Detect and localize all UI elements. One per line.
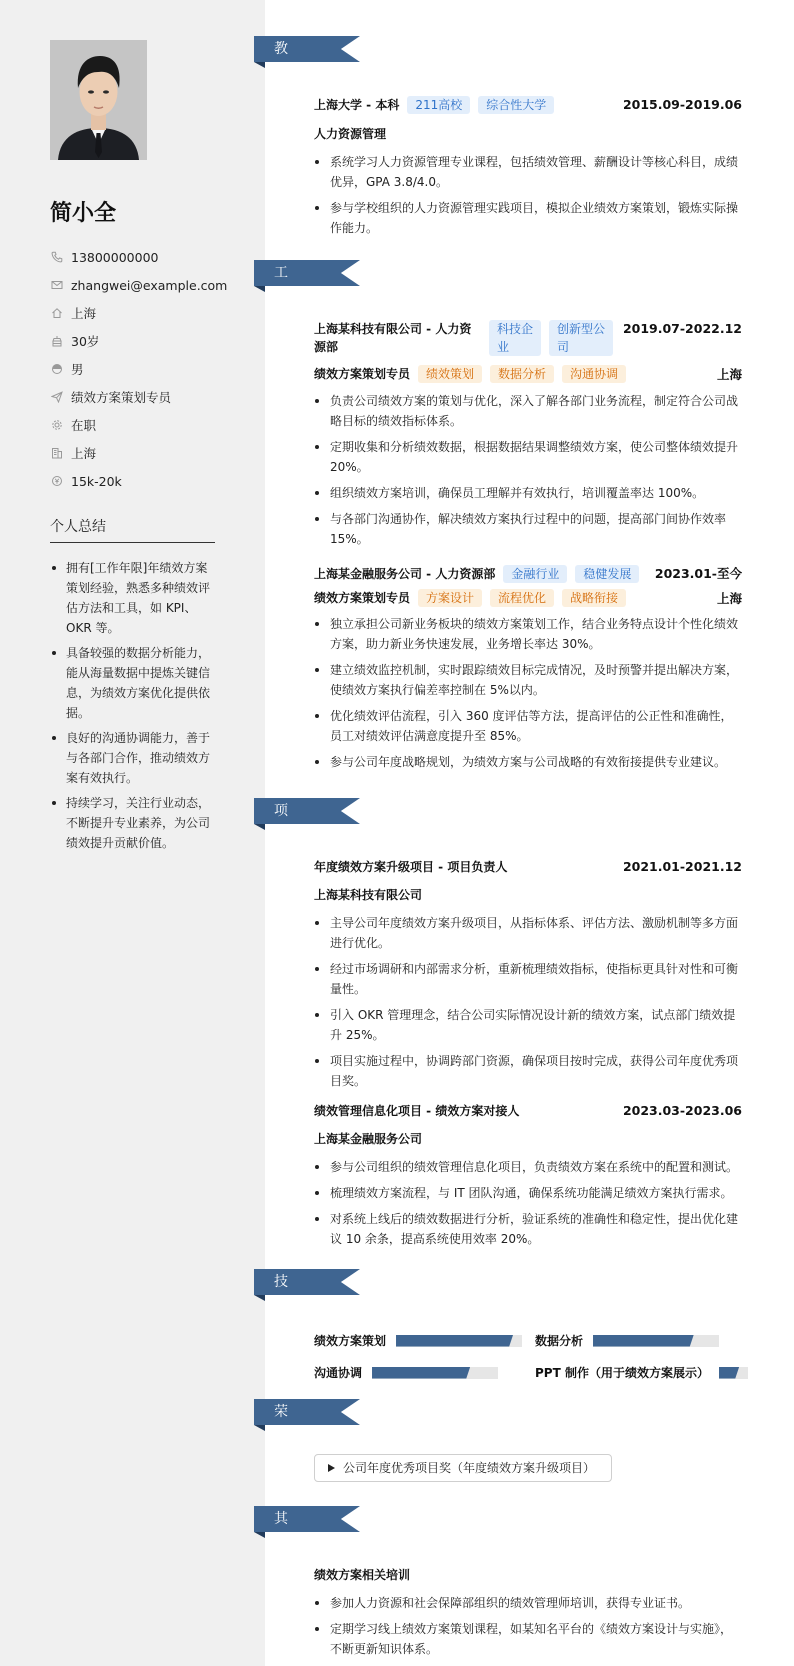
skill-item xyxy=(314,1332,522,1349)
salary-text: 15k-20k xyxy=(71,473,122,489)
skill-item xyxy=(535,1364,748,1381)
list-item: 对系统上线后的绩效数据进行分析，验证系统的准确性和稳定性，提出优化建议 10 余条，提高系统使用效率 20%。 xyxy=(314,1209,742,1249)
section-title: 技能专长 xyxy=(274,1274,288,1368)
section-title: 教育经历 xyxy=(274,41,288,135)
education-bullets xyxy=(314,152,742,238)
position-text: 绩效方案策划专员 xyxy=(71,390,172,405)
role-tag: 战略衔接 xyxy=(562,589,626,607)
list-item: 定期收集和分析绩效数据，根据数据结果调整绩效方案，使公司整体绩效提升 20%。 xyxy=(314,437,742,477)
list-item: 优化绩效评估流程，引入 360 度评估等方法，提高评估的公正性和准确性，员工对绩效评估满意度提升至 85%。 xyxy=(314,706,742,746)
school-tag: 综合性大学 xyxy=(478,96,554,114)
skill-bar xyxy=(396,1335,522,1347)
skill-fill xyxy=(719,1367,739,1379)
info-age xyxy=(50,327,250,355)
list-item: 建立绩效监控机制，实时跟踪绩效目标完成情况，及时预警并提出解决方案，使绩效方案执行偏差率控制在 5%以内。 xyxy=(314,660,742,700)
project-entry xyxy=(314,1102,742,1255)
profile-photo xyxy=(50,40,147,160)
skill-fill xyxy=(593,1335,694,1347)
list-item: 系统学习人力资源管理专业课程，包括绩效管理、薪酬设计等核心科目，成绩优异，GPA 3.8/4.0。 xyxy=(314,152,742,192)
info-target-city xyxy=(50,439,250,467)
work-date: 2023.01-至今 xyxy=(654,566,742,581)
school-name: 上海大学 - 本科 xyxy=(314,98,400,112)
list-item: 主导公司年度绩效方案升级项目，从指标体系、评估方法、激励机制等多方面进行优化。 xyxy=(314,913,742,953)
phone-text: 13800000000 xyxy=(71,249,159,265)
company-name: 上海某科技有限公司 - 人力资 源部 xyxy=(314,322,472,354)
role-title: 绩效方案策划专员 xyxy=(314,367,411,381)
list-item: 与各部门沟通协作，解决绩效方案执行过程中的问题，提高部门间协作效率 15%。 xyxy=(314,509,742,549)
company-name: 上海某金融服务公司 - 人力资源部 xyxy=(314,567,496,581)
role-tag: 流程优化 xyxy=(490,589,554,607)
status-text: 在职 xyxy=(71,418,97,433)
skill-bar xyxy=(719,1367,748,1379)
role-tag: 方案设计 xyxy=(418,589,482,607)
list-item: 拥有[工作年限]年绩效方案策划经验，熟悉多种绩效评估方法和工具，如 KPI、OKR 等。 xyxy=(50,558,218,638)
info-position xyxy=(50,383,250,411)
age-text: 30岁 xyxy=(71,334,100,349)
project-company: 上海某金融服务公司 xyxy=(314,1132,423,1146)
skill-bar xyxy=(372,1367,498,1379)
location-text: 上海 xyxy=(71,306,97,321)
list-item: 良好的沟通协调能力，善于与各部门合作，推动绩效方案有效执行。 xyxy=(50,728,218,788)
contact-info xyxy=(50,243,250,495)
sidebar xyxy=(0,0,265,1666)
role-tag: 数据分析 xyxy=(490,365,554,383)
project-date: 2023.03-2023.06 xyxy=(622,1103,742,1118)
info-status xyxy=(50,411,250,439)
list-item: 参加人力资源和社会保障部组织的绩效管理师培训，获得专业证书。 xyxy=(314,1593,742,1613)
skill-fill xyxy=(372,1367,470,1379)
skill-bar xyxy=(593,1335,719,1347)
other-entry xyxy=(314,1566,742,1665)
send-icon xyxy=(50,391,63,404)
work-bullets xyxy=(314,391,742,549)
work-bullets xyxy=(314,614,742,772)
role-title: 绩效方案策划专员 xyxy=(314,591,411,605)
project-bullets xyxy=(314,1157,742,1249)
info-salary xyxy=(50,467,250,495)
building-icon xyxy=(50,447,63,460)
gender-text: 男 xyxy=(71,362,84,377)
target-city-text: 上海 xyxy=(71,446,97,461)
list-item: 参与公司组织的绩效管理信息化项目，负责绩效方案在系统中的配置和测试。 xyxy=(314,1157,742,1177)
calendar-icon xyxy=(50,335,63,348)
skill-item xyxy=(535,1332,719,1349)
profile-name: 简小全 xyxy=(50,201,117,226)
info-location xyxy=(50,299,250,327)
list-item: 项目实施过程中，协调跨部门资源，确保项目按时完成，获得公司年度优秀项目奖。 xyxy=(314,1051,742,1091)
skill-name: PPT 制作（用于绩效方案展示） xyxy=(535,1366,709,1380)
gender-icon xyxy=(50,363,63,376)
summary-list xyxy=(50,558,218,858)
award-item xyxy=(314,1454,612,1482)
work-city: 上海 xyxy=(716,367,742,382)
section-title: 其他信息 xyxy=(274,1511,288,1605)
list-item: 组织绩效方案培训，确保员工理解并有效执行，培训覆盖率达 100%。 xyxy=(314,483,742,503)
work-entry xyxy=(314,320,742,555)
skill-name: 绩效方案策划 xyxy=(314,1334,387,1348)
role-tag: 沟通协调 xyxy=(562,365,626,383)
project-company: 上海某科技有限公司 xyxy=(314,888,423,902)
school-tag: 211高校 xyxy=(407,96,470,114)
info-gender xyxy=(50,355,250,383)
list-item: 参与学校组织的人力资源管理实践项目，模拟企业绩效方案策划，锻炼实际操作能力。 xyxy=(314,198,742,238)
home-icon xyxy=(50,307,63,320)
project-date: 2021.01-2021.12 xyxy=(622,859,742,874)
list-item: 参与公司年度战略规划，为绩效方案与公司战略的有效衔接提供专业建议。 xyxy=(314,752,742,772)
list-item: 引入 OKR 管理理念，结合公司实际情况设计新的绩效方案，试点部门绩效提升 25%。 xyxy=(314,1005,742,1045)
company-tag: 金融行业 xyxy=(503,565,567,583)
work-entry xyxy=(314,565,742,778)
list-item: 具备较强的数据分析能力，能从海量数据中提炼关键信息，为绩效方案优化提供依据。 xyxy=(50,643,218,723)
list-item: 持续学习，关注行业动态，不断提升专业素养，为公司绩效提升贡献价值。 xyxy=(50,793,218,853)
training-title: 绩效方案相关培训 xyxy=(314,1568,411,1582)
money-icon xyxy=(50,475,63,488)
company-tag: 稳健发展 xyxy=(575,565,639,583)
education-entry xyxy=(314,96,742,244)
training-bullets xyxy=(314,1593,742,1659)
list-item: 定期学习线上绩效方案策划课程，如某知名平台的《绩效方案设计与实施》，不断更新知识体系。 xyxy=(314,1619,742,1659)
list-item: 独立承担公司新业务板块的绩效方案策划工作，结合业务特点设计个性化绩效方案，助力新业务快速发展，业务增长率达 30%。 xyxy=(314,614,742,654)
avatar xyxy=(50,40,147,160)
major: 人力资源管理 xyxy=(314,127,387,141)
company-tag: 创新型公 司 xyxy=(549,320,613,356)
phone-icon xyxy=(50,251,63,264)
project-bullets xyxy=(314,913,742,1091)
project-title: 绩效管理信息化项目 - 绩效方案对接人 xyxy=(314,1104,520,1118)
list-item: 梳理绩效方案流程，与 IT 团队沟通，确保系统功能满足绩效方案执行需求。 xyxy=(314,1183,742,1203)
divider xyxy=(50,542,215,543)
skill-fill xyxy=(396,1335,513,1347)
section-title: 项目经历 xyxy=(274,803,288,897)
skill-name: 沟通协调 xyxy=(314,1366,363,1380)
list-item: 负责公司绩效方案的策划与优化，深入了解各部门业务流程，制定符合公司战略目标的绩效指标体系。 xyxy=(314,391,742,431)
role-tag: 绩效策划 xyxy=(418,365,482,383)
summary-title: 个人总结 xyxy=(50,519,106,535)
education-date: 2015.09-2019.06 xyxy=(622,97,742,112)
info-phone xyxy=(50,243,250,271)
list-item: 经过市场调研和内部需求分析，重新梳理绩效指标，使指标更具针对性和可衡量性。 xyxy=(314,959,742,999)
project-entry xyxy=(314,858,742,1097)
skill-name: 数据分析 xyxy=(535,1334,584,1348)
mail-icon xyxy=(50,279,63,292)
skill-item xyxy=(314,1364,498,1381)
email-text: zhangwei@example.com xyxy=(71,277,228,293)
company-tag: 科技企 业 xyxy=(489,320,541,356)
play-icon xyxy=(328,1464,335,1472)
work-date: 2019.07-2022.12 xyxy=(622,321,742,336)
section-title: 工作经历 xyxy=(274,265,288,359)
gear-icon xyxy=(50,419,63,432)
work-city: 上海 xyxy=(716,591,742,606)
project-title: 年度绩效方案升级项目 - 项目负责人 xyxy=(314,860,508,874)
award-text: 公司年度优秀项目奖（年度绩效方案升级项目） xyxy=(343,1461,596,1475)
info-email xyxy=(50,271,250,299)
section-title: 荣誉奖项 xyxy=(274,1404,288,1498)
